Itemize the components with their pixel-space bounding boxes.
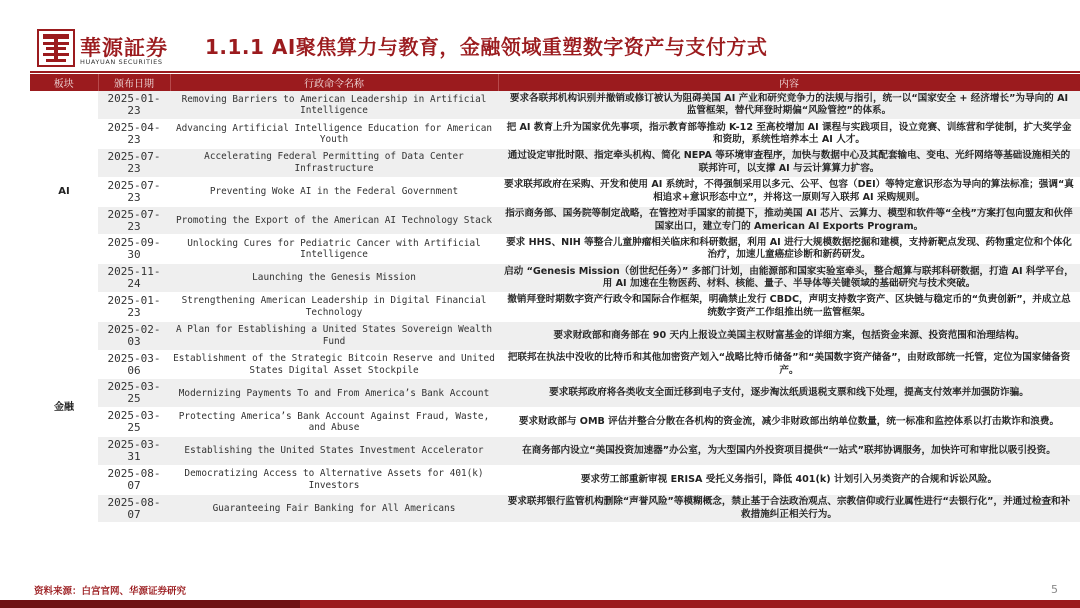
content-cell: 要求劳工部重新审视 ERISA 受托义务指引，降低 401(k) 计划引入另类资产的合规和诉讼风险。: [498, 465, 1080, 494]
table-row: [30, 321, 1080, 350]
table-header-row: [30, 74, 1080, 91]
table-row: [30, 235, 1080, 264]
table-row: [30, 465, 1080, 494]
date-cell: 2025-01-23: [98, 91, 170, 120]
content-cell: 要求各联邦机构识别并撤销或修订被认为阻碍美国 AI 产业和研究竞争力的法规与指引，统一以“国家安全 + 经济增长”为导向的 AI 监管框架，替代拜登时期偏“风险管控”的体系。: [498, 91, 1080, 120]
date-cell: 2025-07-23: [98, 177, 170, 206]
date-cell: 2025-08-07: [98, 494, 170, 523]
table-row: [30, 293, 1080, 322]
content-cell: 启动 “Genesis Mission（创世纪任务）” 多部门计划，由能源部和国家实验室牵头，整合超算与联邦科研数据，打造 AI 科学平台，用 AI 加速在生物医药、材料、核能、量子、半导体等关键领域的基础研究与技术突破。: [498, 264, 1080, 293]
content-cell: 把 AI 教育上升为国家优先事项，指示教育部等推动 K-12 至高校增加 AI 课程与实践项目，设立竞赛、训练营和学徒制，扩大奖学金和资助，系统性培养本土 AI 人才。: [498, 120, 1080, 149]
order-name-cell: Preventing Woke AI in the Federal Government: [170, 177, 498, 206]
table-row: [30, 408, 1080, 437]
order-name-cell: Guaranteeing Fair Banking for All Americans: [170, 494, 498, 523]
order-name-cell: Launching the Genesis Mission: [170, 264, 498, 293]
content-cell: 要求联邦政府在采购、开发和使用 AI 系统时，不得强制采用以多元、公平、包容（DEI）等特定意识形态为导向的算法标准；强调“真相追求+意识形态中立”，并将这一原则写入联邦 AI 采购规则。: [498, 177, 1080, 206]
date-cell: 2025-03-06: [98, 350, 170, 379]
order-name-cell: Modernizing Payments To and From America’s Bank Account: [170, 379, 498, 408]
table-row: [30, 177, 1080, 206]
column-header-order-name: 行政命令名称: [170, 74, 498, 91]
order-name-cell: Democratizing Access to Alternative Assets for 401(k) Investors: [170, 465, 498, 494]
table-row: [30, 437, 1080, 466]
page-title: 1.1.1 AI聚焦算力与教育，金融领域重塑数字资产与支付方式: [205, 35, 768, 59]
page-number: 5: [1051, 583, 1058, 596]
slide-header: [0, 0, 1080, 72]
huayuan-logo-icon: [36, 28, 76, 68]
date-cell: 2025-01-23: [98, 293, 170, 322]
date-cell: 2025-07-23: [98, 149, 170, 178]
table-row: [30, 350, 1080, 379]
table-row: [30, 206, 1080, 235]
content-cell: 撤销拜登时期数字资产行政令和国际合作框架，明确禁止发行 CBDC，声明支持数字资产、区块链与稳定币的“负责创新”，并成立总统数字资产工作组推出统一监管框架。: [498, 293, 1080, 322]
column-header-content: 内容: [498, 74, 1080, 91]
order-name-cell: Unlocking Cures for Pediatric Cancer with Artificial Intelligence: [170, 235, 498, 264]
brand-name-cn: 華源証券: [80, 35, 168, 60]
date-cell: 2025-07-23: [98, 206, 170, 235]
footer-bar-accent: [0, 600, 300, 608]
title-divider: [30, 71, 1080, 73]
table-row: [30, 120, 1080, 149]
content-cell: 通过设定审批时限、指定牵头机构、简化 NEPA 等环境审查程序，加快与数据中心及其配套输电、变电、光纤网络等基础设施相关的联邦许可，以支撑 AI 与云计算算力扩容。: [498, 149, 1080, 178]
source-note: 资料来源：白宫官网、华源证券研究: [34, 586, 187, 597]
date-cell: 2025-03-25: [98, 408, 170, 437]
table-row: [30, 149, 1080, 178]
date-cell: 2025-02-03: [98, 321, 170, 350]
order-name-cell: Protecting America’s Bank Account Against Fraud, Waste, and Abuse: [170, 408, 498, 437]
content-cell: 要求联邦银行监管机构删除“声誉风险”等模糊概念，禁止基于合法政治观点、宗教信仰或行业属性进行“去银行化”，并通过检查和补救措施纠正相关行为。: [498, 494, 1080, 523]
order-name-cell: Strengthening American Leadership in Digital Financial Technology: [170, 293, 498, 322]
order-name-cell: Advancing Artificial Intelligence Education for American Youth: [170, 120, 498, 149]
content-cell: 指示商务部、国务院等制定战略，在管控对手国家的前提下，推动美国 AI 芯片、云算力、模型和软件等“全栈”方案打包向盟友和伙伴国家出口，建立专门的 American AI Exports Program。: [498, 206, 1080, 235]
order-name-cell: Removing Barriers to American Leadership in Artificial Intelligence: [170, 91, 498, 120]
date-cell: 2025-09-30: [98, 235, 170, 264]
date-cell: 2025-11-24: [98, 264, 170, 293]
content-cell: 把联邦在执法中没收的比特币和其他加密资产划入“战略比特币储备”和“美国数字资产储备”，由财政部统一托管，定位为国家储备资产。: [498, 350, 1080, 379]
date-cell: 2025-03-31: [98, 437, 170, 466]
order-name-cell: Establishment of the Strategic Bitcoin Reserve and United States Digital Asset Stockpile: [170, 350, 498, 379]
order-name-cell: Accelerating Federal Permitting of Data Center Infrastructure: [170, 149, 498, 178]
column-header-date: 颁布日期: [98, 74, 170, 91]
order-name-cell: A Plan for Establishing a United States Sovereign Wealth Fund: [170, 321, 498, 350]
table-row: [30, 264, 1080, 293]
table-row: [30, 91, 1080, 120]
executive-orders-table: [30, 74, 1080, 523]
content-cell: 在商务部内设立“美国投资加速器”办公室，为大型国内外投资项目提供“一站式”联邦协调服务，加快许可和审批以吸引投资。: [498, 437, 1080, 466]
column-header-category: 板块: [30, 74, 98, 91]
category-cell-finance: 金融: [30, 293, 98, 523]
category-cell-ai: AI: [30, 91, 98, 293]
table-row: [30, 379, 1080, 408]
content-cell: 要求财政部和商务部在 90 天内上报设立美国主权财富基金的详细方案，包括资金来源、投资范围和治理结构。: [498, 321, 1080, 350]
table-row: [30, 494, 1080, 523]
date-cell: 2025-03-25: [98, 379, 170, 408]
content-cell: 要求财政部与 OMB 评估并整合分散在各机构的资金流，减少非财政部出纳单位数量，统一标准和监控体系以打击欺诈和浪费。: [498, 408, 1080, 437]
date-cell: 2025-04-23: [98, 120, 170, 149]
content-cell: 要求 HHS、NIH 等整合儿童肿瘤相关临床和科研数据，利用 AI 进行大规模数据挖掘和建模，支持新靶点发现、药物重定位和个体化治疗，加速儿童癌症诊断和新药研发。: [498, 235, 1080, 264]
order-name-cell: Promoting the Export of the American AI Technology Stack: [170, 206, 498, 235]
date-cell: 2025-08-07: [98, 465, 170, 494]
brand-name-en: HUAYUAN SECURITIES: [80, 58, 163, 66]
content-cell: 要求联邦政府将各类收支全面迁移到电子支付，逐步淘汰纸质退税支票和线下处理，提高支付效率并加强防诈骗。: [498, 379, 1080, 408]
order-name-cell: Establishing the United States Investment Accelerator: [170, 437, 498, 466]
